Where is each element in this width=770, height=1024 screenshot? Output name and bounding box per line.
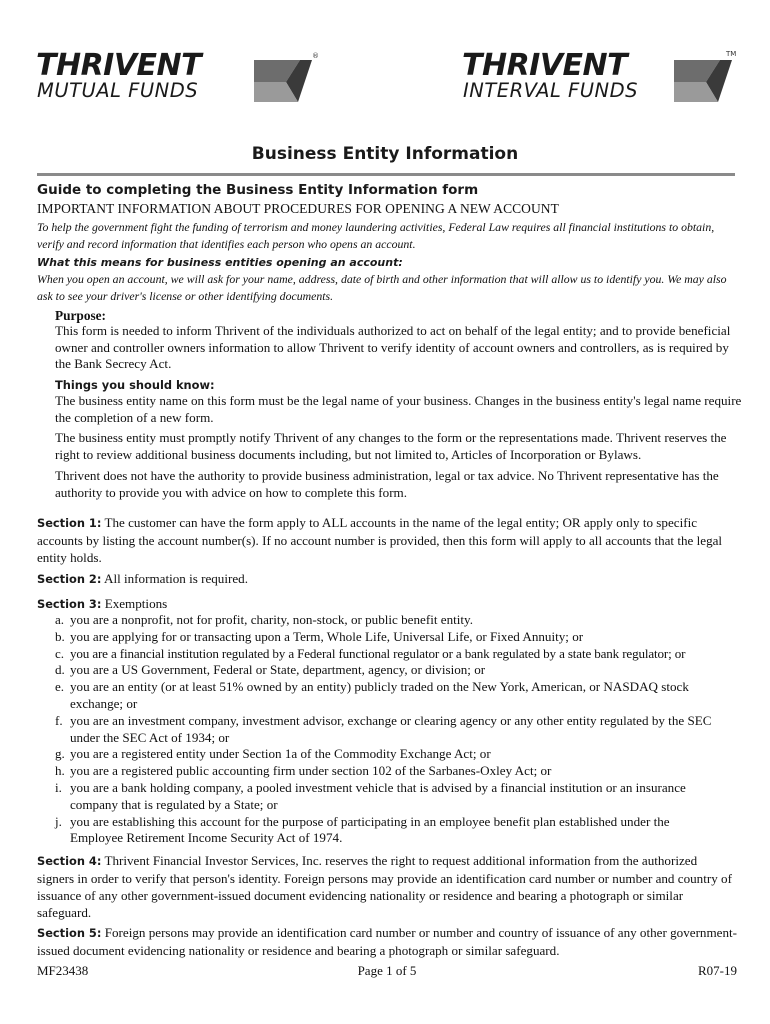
list-text: you are establishing this account for the purpose of participating in an employee benefit plan established under the Employee Retirement Income Security Act of 1974. xyxy=(70,813,670,846)
logo-brand-text: THRIVENT xyxy=(462,48,628,83)
section-4 xyxy=(37,852,737,921)
section-5-label: Section 5: xyxy=(37,926,102,940)
list-item xyxy=(55,646,745,663)
page-number: Page 1 of 5 xyxy=(357,963,417,978)
registered-mark: ® xyxy=(312,52,319,60)
list-letter: a. xyxy=(55,612,65,627)
section-1-label: Section 1: xyxy=(37,516,102,530)
list-item xyxy=(55,662,745,679)
list-text: you are a bank holding company, a pooled investment vehicle that is advised by a financial institution or an insurance company that is regulated by a State; or xyxy=(70,779,686,812)
means-paragraph: When you open an account, we will ask for your name, address, date of birth and other information that will allow us to identify you. We may also ask to see your driver's license or other identifying documents. xyxy=(37,272,727,303)
logo-brand-text: THRIVENT xyxy=(36,48,202,83)
list-text: you are a nonprofit, not for profit, charity, non-stock, or public benefit entity. xyxy=(70,612,474,627)
thrivent-cube-icon xyxy=(674,54,732,104)
list-text: you are a financial institution regulated by a Federal functional regulator or a bank regulated by a state bank regulator; or xyxy=(70,645,686,661)
section-5-text: Foreign persons may provide an identification card number or number and country of issuance of any other government-issued document evidencing nationality or residence and bearing a photograph or similar safeguard. xyxy=(37,925,738,958)
means-heading: What this means for business entities opening an account: xyxy=(37,256,403,269)
section-1 xyxy=(37,514,737,566)
exemptions-list xyxy=(55,612,745,847)
list-text: you are applying for or transacting upon a Term, Whole Life, Universal Life, or Fixed Annuity; or xyxy=(70,628,584,644)
form-number: MF23438 xyxy=(37,963,89,978)
trademark-mark: TM xyxy=(726,50,737,58)
list-item xyxy=(55,612,745,629)
things-to-know-heading: Things you should know: xyxy=(55,378,215,392)
section-4-text: Thrivent Financial Investor Services, Inc. reserves the right to request additional information from the authorized signers in order to verify that person's identity. Foreign persons may provide an identification card number or number and country of issuance of any other government-issued document evidencing nationality or residence and bearing a photograph or similar safeguard. xyxy=(37,853,732,920)
list-letter: c. xyxy=(55,645,65,661)
guide-heading: Guide to completing the Business Entity Information form xyxy=(37,182,479,198)
list-text: you are a registered public accounting firm under section 102 of the Sarbanes-Oxley Act; or xyxy=(70,763,552,779)
purpose-paragraph: This form is needed to inform Thrivent of the individuals authorized to act on behalf of the legal entity; and to provide beneficial owner and controller owners information to allow Thrivent to verify identity of account owners and controllers, as is required by the Bank Secrecy Act. xyxy=(55,323,731,371)
section-2-text: All information is required. xyxy=(103,571,248,586)
list-item xyxy=(55,763,745,780)
list-text: you are an entity (or at least 51% owned by an entity) publicly traded on the New York, American, or NASDAQ stock exchange; or xyxy=(70,679,689,711)
page-title: Business Entity Information xyxy=(251,144,519,164)
section-5 xyxy=(37,924,737,959)
revision-code: R07-19 xyxy=(698,963,737,978)
title-divider xyxy=(37,173,735,176)
things-to-know-paragraph-2: The business entity must promptly notify Thrivent of any changes to the form or the representations made. Thrivent reserves the right to review additional business documents including, but not limited to, Articles of Incorporation or Bylaws. xyxy=(55,430,727,462)
list-item xyxy=(55,713,745,747)
list-letter: i. xyxy=(55,779,62,795)
list-letter: h. xyxy=(55,763,65,779)
section-3-text: Exemptions xyxy=(104,596,168,611)
things-to-know-paragraph-3: Thrivent does not have the authority to provide business administration, legal or tax advice. No Thrivent representative has the authority to provide you with advice on how to complete this form. xyxy=(55,468,719,500)
list-text: you are a US Government, Federal or State, department, agency, or division; or xyxy=(70,662,486,678)
list-item xyxy=(55,814,745,848)
section-1-text: The customer can have the form apply to ALL accounts in the name of the legal entity; OR apply only to specific accounts by listing the account number(s). If no account number is provided, then this form will apply to all accounts that the legal entity holds. xyxy=(37,515,723,565)
thrivent-cube-icon xyxy=(254,54,312,104)
list-item xyxy=(55,629,745,646)
logo-sub-text: INTERVAL FUNDS xyxy=(463,79,639,102)
section-3 xyxy=(37,595,737,613)
list-letter: g. xyxy=(55,746,65,762)
list-letter: j. xyxy=(55,813,62,829)
section-3-label: Section 3: xyxy=(37,597,102,611)
list-letter: d. xyxy=(55,662,65,678)
list-letter: f. xyxy=(55,712,63,728)
list-item xyxy=(55,679,745,713)
list-item xyxy=(55,780,745,814)
section-2-label: Section 2: xyxy=(37,572,102,586)
list-text: you are a registered entity under Section 1a of the Commodity Exchange Act; or xyxy=(70,746,491,762)
thrivent-mutual-funds-logo xyxy=(36,48,319,106)
logo-sub-text: MUTUAL FUNDS xyxy=(37,79,199,102)
purpose-heading: Purpose: xyxy=(55,308,106,323)
thrivent-interval-funds-logo xyxy=(462,50,752,106)
section-4-label: Section 4: xyxy=(37,854,102,868)
list-text: you are an investment company, investment advisor, exchange or clearing agency or any other entity regulated by the SEC under the SEC Act of 1934; or xyxy=(70,712,712,745)
things-to-know-paragraph-1: The business entity name on this form must be the legal name of your business. Changes in the business entity's legal name require the completion of a new form. xyxy=(55,393,742,425)
section-2 xyxy=(37,570,737,588)
important-heading: IMPORTANT INFORMATION ABOUT PROCEDURES FOR OPENING A NEW ACCOUNT xyxy=(37,201,559,216)
list-letter: b. xyxy=(55,628,65,644)
list-letter: e. xyxy=(55,679,65,695)
list-item xyxy=(55,746,745,763)
intro-paragraph: To help the government fight the funding of terrorism and money laundering activities, Federal Law requires all financial institutions to obtain, verify and record information that identifies each person who opens an account. xyxy=(37,220,715,251)
